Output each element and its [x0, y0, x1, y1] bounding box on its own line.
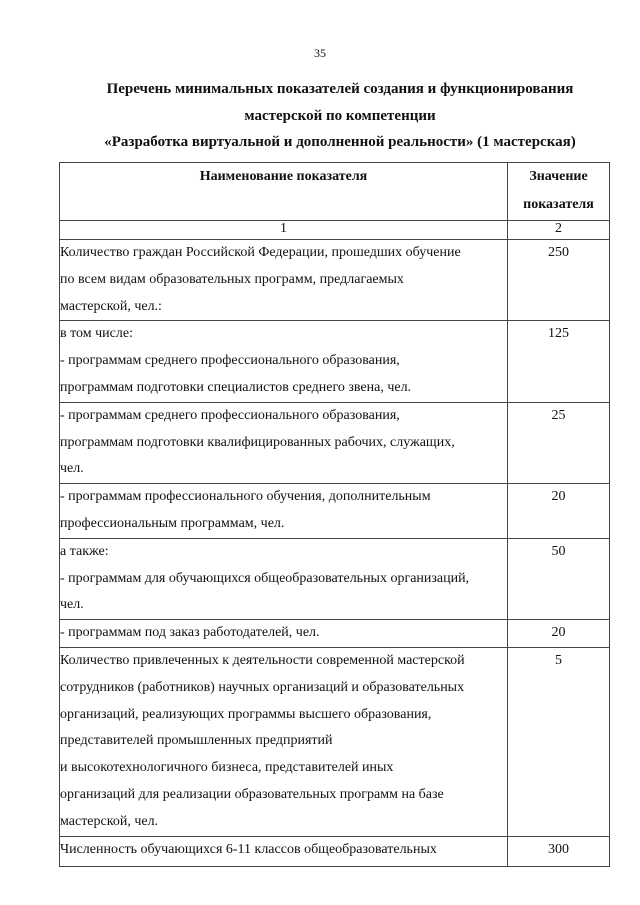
column-number-1: 1 — [60, 221, 508, 240]
indicator-name-line: а также: — [60, 543, 109, 559]
indicator-value-cell: 250 — [508, 240, 610, 321]
indicator-name-line: представителей промышленных предприятий — [60, 733, 333, 749]
indicator-name-cell — [60, 620, 508, 648]
indicator-name-cell — [60, 240, 508, 321]
table-row — [60, 240, 610, 321]
table-row — [60, 402, 610, 483]
indicator-name-line: - программам под заказ работодателей, чел. — [60, 625, 320, 641]
indicator-name-line: Численность обучающихся 6-11 классов общеобразовательных — [60, 841, 437, 857]
indicator-value-cell: 25 — [508, 402, 610, 483]
indicator-name-line: и высокотехнологичного бизнеса, представителей иных — [60, 760, 394, 776]
indicator-name-cell — [60, 484, 508, 539]
column-number-row — [60, 221, 610, 240]
indicator-name-line: организаций для реализации образовательных программ на базе — [60, 786, 444, 802]
indicator-name-cell — [60, 402, 508, 483]
table-header-row — [60, 163, 610, 221]
column-number-2: 2 — [508, 221, 610, 240]
indicator-value-cell: 300 — [508, 836, 610, 866]
indicator-name-line: в том числе: — [60, 326, 133, 342]
table-row — [60, 321, 610, 402]
indicator-name-line: Количество граждан Российской Федерации, прошедших обучение — [60, 245, 461, 260]
indicator-name-line: организаций, реализующих программы высшего образования, — [60, 706, 432, 722]
header-indicator-name: Наименование показателя — [60, 163, 508, 221]
indicator-name-line: чел. — [60, 461, 84, 477]
indicator-name-line: - программам среднего профессионального образования, — [60, 353, 400, 369]
indicator-name-line: программам подготовки специалистов среднего звена, чел. — [60, 379, 412, 395]
page-number: 35 — [314, 46, 326, 60]
indicator-value-cell: 20 — [508, 620, 610, 648]
indicator-name-line: мастерской, чел. — [60, 813, 159, 829]
title-line-2: мастерской по компетенции — [244, 107, 436, 124]
table-row — [60, 647, 610, 836]
indicator-name-cell — [60, 538, 508, 619]
table-row — [60, 836, 610, 866]
indicator-name-line: чел. — [60, 597, 84, 613]
title-line-1: Перечень минимальных показателей создания и функционирования — [106, 81, 574, 97]
indicator-value-cell: 20 — [508, 484, 610, 539]
indicator-name-line: программам подготовки квалифицированных рабочих, служащих, — [60, 434, 455, 450]
indicator-name-line: - программам для обучающихся общеобразовательных организаций, — [60, 570, 470, 586]
indicator-name-line: профессиональным программам, чел. — [60, 515, 285, 531]
document-title — [40, 76, 640, 156]
indicator-value-cell: 125 — [508, 321, 610, 402]
indicators-table — [59, 162, 610, 867]
header-value-line-1: Значение — [529, 169, 588, 184]
header-value-line-2: показателя — [523, 197, 594, 212]
indicator-name-cell — [60, 836, 508, 866]
indicator-name-cell — [60, 321, 508, 402]
indicator-name-line: Количество привлеченных к деятельности современной мастерской — [60, 652, 465, 668]
indicator-name-line: мастерской, чел.: — [60, 298, 162, 314]
indicator-value-cell: 50 — [508, 538, 610, 619]
indicator-value-cell: 5 — [508, 647, 610, 836]
header-indicator-value — [508, 163, 610, 221]
table-body — [60, 240, 610, 867]
indicator-name-line: сотрудников (работников) научных организаций и образовательных — [60, 679, 465, 695]
indicator-name-line: по всем видам образовательных программ, предлагаемых — [60, 271, 404, 287]
table-row — [60, 538, 610, 619]
indicator-name-cell — [60, 647, 508, 836]
indicator-name-line: - программам среднего профессионального образования, — [60, 407, 400, 423]
indicator-name-line: - программам профессионального обучения, дополнительным — [60, 489, 431, 505]
table-row — [60, 620, 610, 648]
title-line-3: «Разработка виртуальной и дополненной реальности» (1 мастерская) — [104, 134, 576, 150]
table-row — [60, 484, 610, 539]
